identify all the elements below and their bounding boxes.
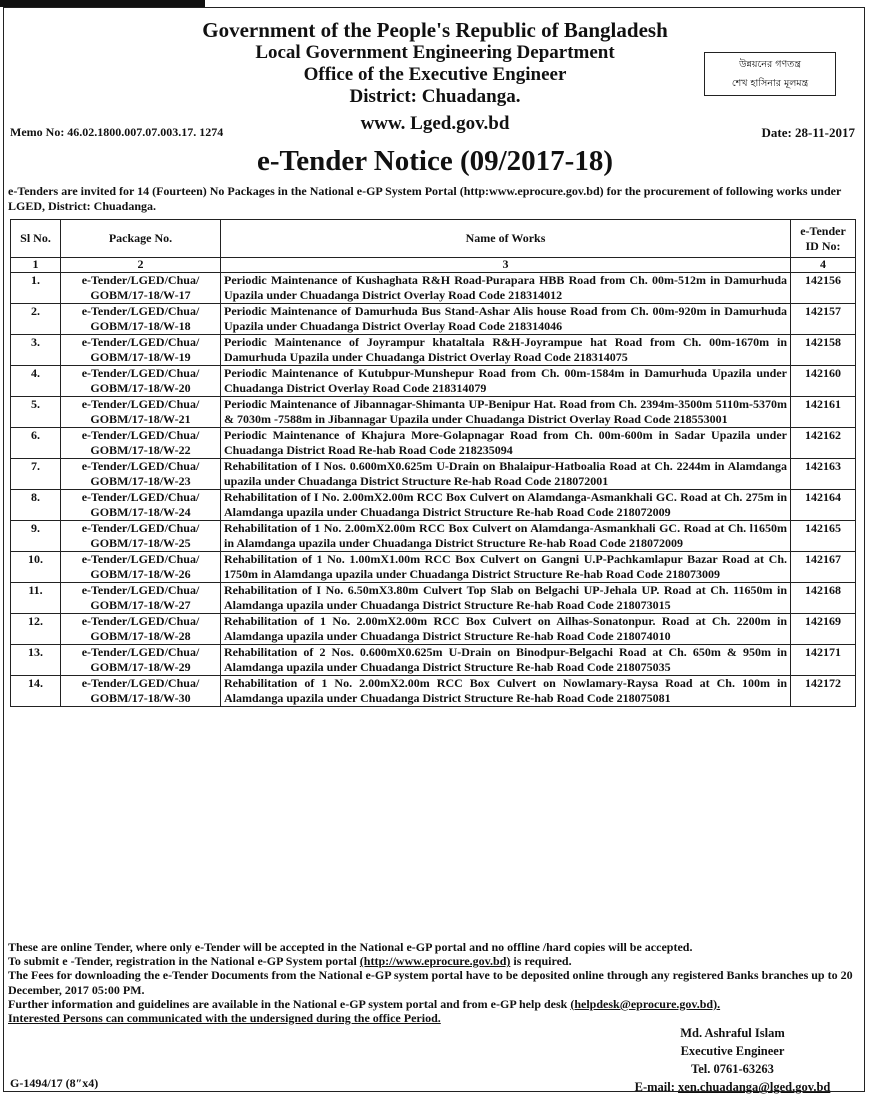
row-sl: 10. (11, 552, 61, 583)
row-tender-id: 142161 (791, 397, 856, 428)
office-title: Office of the Executive Engineer (303, 64, 567, 85)
row-sl: 2. (11, 304, 61, 335)
table-row (11, 304, 856, 335)
row-sl: 1. (11, 273, 61, 304)
header-tender-id: e-Tender ID No: (791, 220, 856, 258)
note-line-2 (8, 954, 863, 968)
intro-paragraph: e-Tenders are invited for 14 (Fourteen) No Packages in the National e-GP System Portal (http:www.eprocure.gov.bd) for the procurement of following works under LGED, District: Chuadanga. (8, 184, 842, 213)
table-row (11, 366, 856, 397)
row-work-name: Rehabilitation of 1 No. 1.00mX1.00m RCC Box Culvert on Gangni U.P-Pachkamlapur Bazar Road at Ch. 1750m in Alamdanga upazila under Chuadanga District Structure Re-hab Road Code 218073009 (221, 552, 791, 583)
table-row (11, 676, 856, 707)
row-sl: 11. (11, 583, 61, 614)
memo-number: Memo No: 46.02.1800.007.07.003.17. 1274 (10, 125, 224, 139)
row-sl: 8. (11, 490, 61, 521)
row-package: e-Tender/LGED/Chua/ GOBM/17-18/W-24 (61, 490, 221, 521)
table-row (11, 335, 856, 366)
row-package: e-Tender/LGED/Chua/ GOBM/17-18/W-27 (61, 583, 221, 614)
row-work-name: Rehabilitation of I Nos. 0.600mX0.625m U-Drain on Bhalaipur-Hatboalia Road at Ch. 2244m in Alamdanga upazila under Chuadanga District Structure Re-hab Road Code 218072001 (221, 459, 791, 490)
note-line-3: The Fees for downloading the e-Tender Documents from the National e-GP system portal have to be deposited online through any registered Banks branches up to 20 December, 2017 05:00 PM. (8, 968, 853, 997)
row-sl: 6. (11, 428, 61, 459)
row-tender-id: 142172 (791, 676, 856, 707)
table-row (11, 273, 856, 304)
signatory-name: Md. Ashraful Islam (680, 1026, 785, 1040)
row-package: e-Tender/LGED/Chua/ GOBM/17-18/W-28 (61, 614, 221, 645)
row-package: e-Tender/LGED/Chua/ GOBM/17-18/W-21 (61, 397, 221, 428)
col-number: 3 (221, 258, 791, 273)
notes-block (8, 940, 863, 1025)
works-table (10, 219, 856, 707)
row-work-name: Rehabilitation of 1 No. 2.00mX2.00m RCC Box Culvert on Nowlamary-Raysa Road at Ch. 100m in Alamdanga upazila under Chuadanga District Structure Re-hab Road Code 218075081 (221, 676, 791, 707)
row-sl: 4. (11, 366, 61, 397)
department-title: Local Government Engineering Department (255, 42, 615, 63)
slogan-line-2: শেখ হাসিনার মূলমন্ত্র (731, 78, 809, 89)
row-package: e-Tender/LGED/Chua/ GOBM/17-18/W-30 (61, 676, 221, 707)
row-tender-id: 142163 (791, 459, 856, 490)
slogan-box (704, 52, 836, 96)
signatory-title: Executive Engineer (680, 1044, 785, 1058)
col-number: 1 (11, 258, 61, 273)
district-title: District: Chuadanga. (349, 86, 521, 107)
slogan-line-1: উন্নয়নের গণতন্ত্র (739, 59, 801, 70)
row-package: e-Tender/LGED/Chua/ GOBM/17-18/W-17 (61, 273, 221, 304)
row-package: e-Tender/LGED/Chua/ GOBM/17-18/W-18 (61, 304, 221, 335)
note-line-4-pre: Further information and guidelines are available in the National e-GP system portal and from e-GP help desk (8, 996, 571, 1011)
row-tender-id: 142167 (791, 552, 856, 583)
table-row (11, 583, 856, 614)
row-tender-id: 142168 (791, 583, 856, 614)
signatory-email-link[interactable]: xen.chuadanga@lged.gov.bd (678, 1080, 831, 1094)
row-package: e-Tender/LGED/Chua/ GOBM/17-18/W-22 (61, 428, 221, 459)
col-number: 2 (61, 258, 221, 273)
row-work-name: Rehabilitation of I No. 6.50mX3.80m Culvert Top Slab on Belgachi UP-Jehala UP. Road at Ch. 11650m in Alamdanga upazila under Chuadanga District Structure Re-hab Road Code 218073015 (221, 583, 791, 614)
row-sl: 9. (11, 521, 61, 552)
header-sl: Sl No. (11, 220, 61, 258)
row-tender-id: 142162 (791, 428, 856, 459)
row-sl: 12. (11, 614, 61, 645)
header-package: Package No. (61, 220, 221, 258)
signature-block (610, 1024, 855, 1096)
row-sl: 3. (11, 335, 61, 366)
note-line-4 (8, 997, 863, 1011)
table-row (11, 459, 856, 490)
notice-title: e-Tender Notice (09/2017-18) (257, 145, 613, 177)
row-package: e-Tender/LGED/Chua/ GOBM/17-18/W-25 (61, 521, 221, 552)
row-package: e-Tender/LGED/Chua/ GOBM/17-18/W-26 (61, 552, 221, 583)
col-number: 4 (791, 258, 856, 273)
row-sl: 14. (11, 676, 61, 707)
note-line-5: Interested Persons can communicated with the undersigned during the office Period. (8, 1011, 441, 1026)
notice-date: Date: 28-11-2017 (761, 125, 855, 140)
website-text: www. Lged.gov.bd (360, 113, 510, 134)
table-row (11, 552, 856, 583)
note-line-2-pre: To submit e -Tender, registration in the National e-GP System portal (8, 954, 360, 969)
row-work-name: Periodic Maintenance of Joyrampur khataltala R&H-Joyrampue hat Road from Ch. 00m-1670m in Damurhuda Upazila under Chuadanga District Overlay Road Code 218314075 (221, 335, 791, 366)
row-package: e-Tender/LGED/Chua/ GOBM/17-18/W-20 (61, 366, 221, 397)
note-line-1: These are online Tender, where only e-Tender will be accepted in the National e-GP portal and no offline /hard copies will be accepted. (8, 940, 693, 954)
row-package: e-Tender/LGED/Chua/ GOBM/17-18/W-29 (61, 645, 221, 676)
row-work-name: Rehabilitation of I No. 2.00mX2.00m RCC Box Culvert on Alamdanga-Asmankhali GC. Road at Ch. 275m in Alamdanga upazila under Chuadanga District Structure Re-hab Road Code 218072009 (221, 490, 791, 521)
table-row (11, 428, 856, 459)
table-row (11, 397, 856, 428)
eprocure-link[interactable]: (http://www.eprocure.gov.bd) (359, 954, 511, 969)
row-sl: 7. (11, 459, 61, 490)
row-sl: 13. (11, 645, 61, 676)
row-work-name: Periodic Maintenance of Jibannagar-Shimanta UP-Benipur Hat. Road from Ch. 2394m-3500m 5110m-5370m & 7030m -7588m in Jibannagar Upazila under Chuadanga District Overlay Road Code 218553001 (221, 397, 791, 428)
signatory-tel: Tel. 0761-63263 (691, 1062, 774, 1076)
row-tender-id: 142156 (791, 273, 856, 304)
row-work-name: Periodic Maintenance of Khajura More-Golapnagar Road from Ch. 00m-600m in Sadar Upazila under Chuadanga District Road Re-hab Road Code 218235094 (221, 428, 791, 459)
row-work-name: Periodic Maintenance of Kutubpur-Munshepur Road from Ch. 00m-1584m in Damurhuda Upazila under Chuadanga District Overlay Road Code 218314079 (221, 366, 791, 397)
row-tender-id: 142169 (791, 614, 856, 645)
row-tender-id: 142158 (791, 335, 856, 366)
top-bar-decoration (0, 0, 205, 7)
row-work-name: Rehabilitation of 2 Nos. 0.600mX0.625m U-Drain on Binodpur-Belgachi Road at Ch. 650m & 950m in Alamdanga upazila under Chuadanga District Structure Re-hab Road Code 218075035 (221, 645, 791, 676)
row-sl: 5. (11, 397, 61, 428)
email-label: E-mail: (634, 1080, 679, 1094)
g-number: G-1494/17 (8″x4) (10, 1076, 99, 1090)
table-row (11, 521, 856, 552)
row-tender-id: 142165 (791, 521, 856, 552)
row-work-name: Rehabilitation of 1 No. 2.00mX2.00m RCC Box Culvert on Alamdanga-Asmankhali GC. Road at Ch. l1650m in Alamdanga upazila under Chuadanga District Structure Re-hab Road Code 218072009 (221, 521, 791, 552)
note-line-2-post: is required. (510, 954, 572, 969)
table-row (11, 614, 856, 645)
helpdesk-email-link[interactable]: (helpdesk@eprocure.gov.bd). (570, 996, 721, 1011)
row-package: e-Tender/LGED/Chua/ GOBM/17-18/W-23 (61, 459, 221, 490)
row-tender-id: 142171 (791, 645, 856, 676)
govt-title: Government of the People's Republic of Bangladesh (202, 18, 668, 42)
row-tender-id: 142160 (791, 366, 856, 397)
header-works: Name of Works (221, 220, 791, 258)
signatory-email-line (610, 1078, 855, 1096)
table-row (11, 490, 856, 521)
row-work-name: Periodic Maintenance of Kushaghata R&H Road-Purapara HBB Road from Ch. 00m-512m in Damurhuda Upazila under Chuadanga District Overlay Road Code 218314012 (221, 273, 791, 304)
table-row (11, 645, 856, 676)
row-tender-id: 142164 (791, 490, 856, 521)
row-work-name: Periodic Maintenance of Damurhuda Bus Stand-Ashar Alis house Road from Ch. 00m-920m in Damurhuda Upazila under Chuadanga District Overlay Road Code 218314046 (221, 304, 791, 335)
row-package: e-Tender/LGED/Chua/ GOBM/17-18/W-19 (61, 335, 221, 366)
row-work-name: Rehabilitation of 1 No. 2.00mX2.00m RCC Box Culvert on Ailhas-Sonatonpur. Road at Ch. 2200m in Alamdanga upazila under Chuadanga District Structure Re-hab Road Code 218074010 (221, 614, 791, 645)
row-tender-id: 142157 (791, 304, 856, 335)
